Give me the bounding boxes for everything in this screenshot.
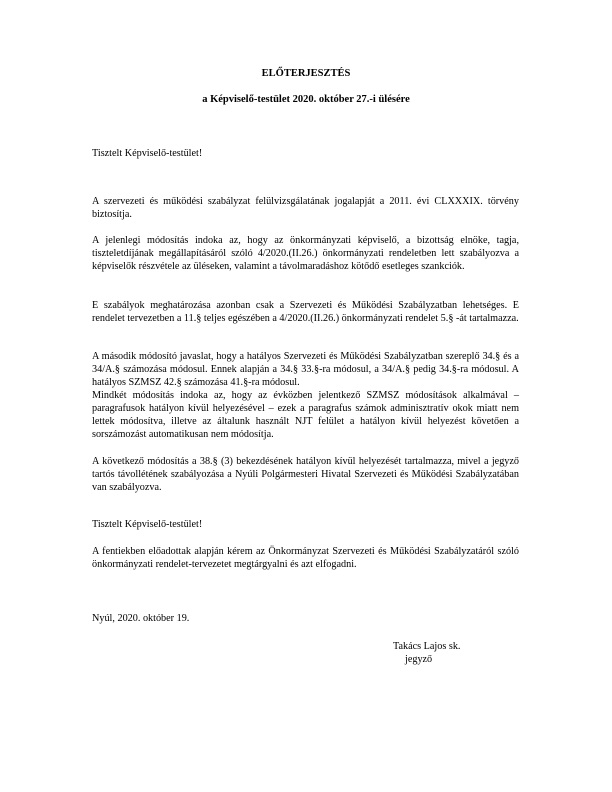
paragraph-numbering-reason: Mindkét módosítás indoka az, hogy az évközben jelentkező SZMSZ módosítások alkalmával – paragrafusok hatályon kívül helyezésével – ezek a paragrafus számok adminisztratív okok miatt nem lettek módosítva, illetve az általunk használt NJT felület a hatályon kívül helyezést követően a sorszámozást automatikusan nem módosítja. xyxy=(92,390,519,440)
paragraph-numbering-change: A második módosító javaslat, hogy a hatályos Szervezeti és Működési Szabályzatban szereplő 34.§ és a 34/A.§ számozása módosul. Ennek alapján a 34.§ 33.§-ra módosul, a 34/A.§ pedig 34.§-ra módosul. A hatályos SZMSZ 42.§ számozása 41.§-ra módosul. xyxy=(92,351,519,388)
paragraph-repeal: A következő módosítás a 38.§ (3) bekezdésének hatályon kívül helyezését tartalmazza, mivel a jegyző tartós távollétének szabályozása a Nyúli Polgármesteri Hivatal Szervezeti és Működési Szabályzatában van szabályozva. xyxy=(92,456,519,493)
paragraph-closing-request: A fentiekben előadottak alapján kérem az Önkormányzat Szervezeti és Működési Szabályzatáról szóló önkormányzati rendelet-tervezetet megtárgyalni és azt elfogadni. xyxy=(92,546,519,570)
document-title: ELŐTERJESZTÉS xyxy=(261,68,351,79)
greeting-repeat: Tisztelt Képviselő-testület! xyxy=(92,519,203,530)
paragraph-modification-reason: A jelenlegi módosítás indoka az, hogy az önkormányzati képviselő, a bizottság elnöke, tagja, tiszteletdíjának megállapításáról szóló 4/2020.(II.26.) önkormányzati rendeletben lett szabályozva a képviselők részvétele az üléseken, valamint a távolmaradáshoz kötődő esetleges szankciók. xyxy=(92,235,519,272)
greeting: Tisztelt Képviselő-testület! xyxy=(92,148,203,159)
signer-title: jegyző xyxy=(405,654,433,665)
document-subtitle: a Képviselő-testület 2020. október 27.-i ülésére xyxy=(202,94,410,105)
signer-name: Takács Lajos sk. xyxy=(393,641,461,652)
place-date: Nyúl, 2020. október 19. xyxy=(92,613,190,624)
paragraph-rules-scope: E szabályok meghatározása azonban csak a Szervezeti és Működési Szabályzatban lehetséges. E rendelet tervezetben a 11.§ teljes egészében a 4/2020.(II.26.) önkormányzati rendelet 5.§ -át tartalmazza. xyxy=(92,300,519,324)
paragraph-legal-basis: A szervezeti és működési szabályzat felülvizsgálatának jogalapját a 2011. évi CLXXXIX. törvény biztosítja. xyxy=(92,196,519,220)
